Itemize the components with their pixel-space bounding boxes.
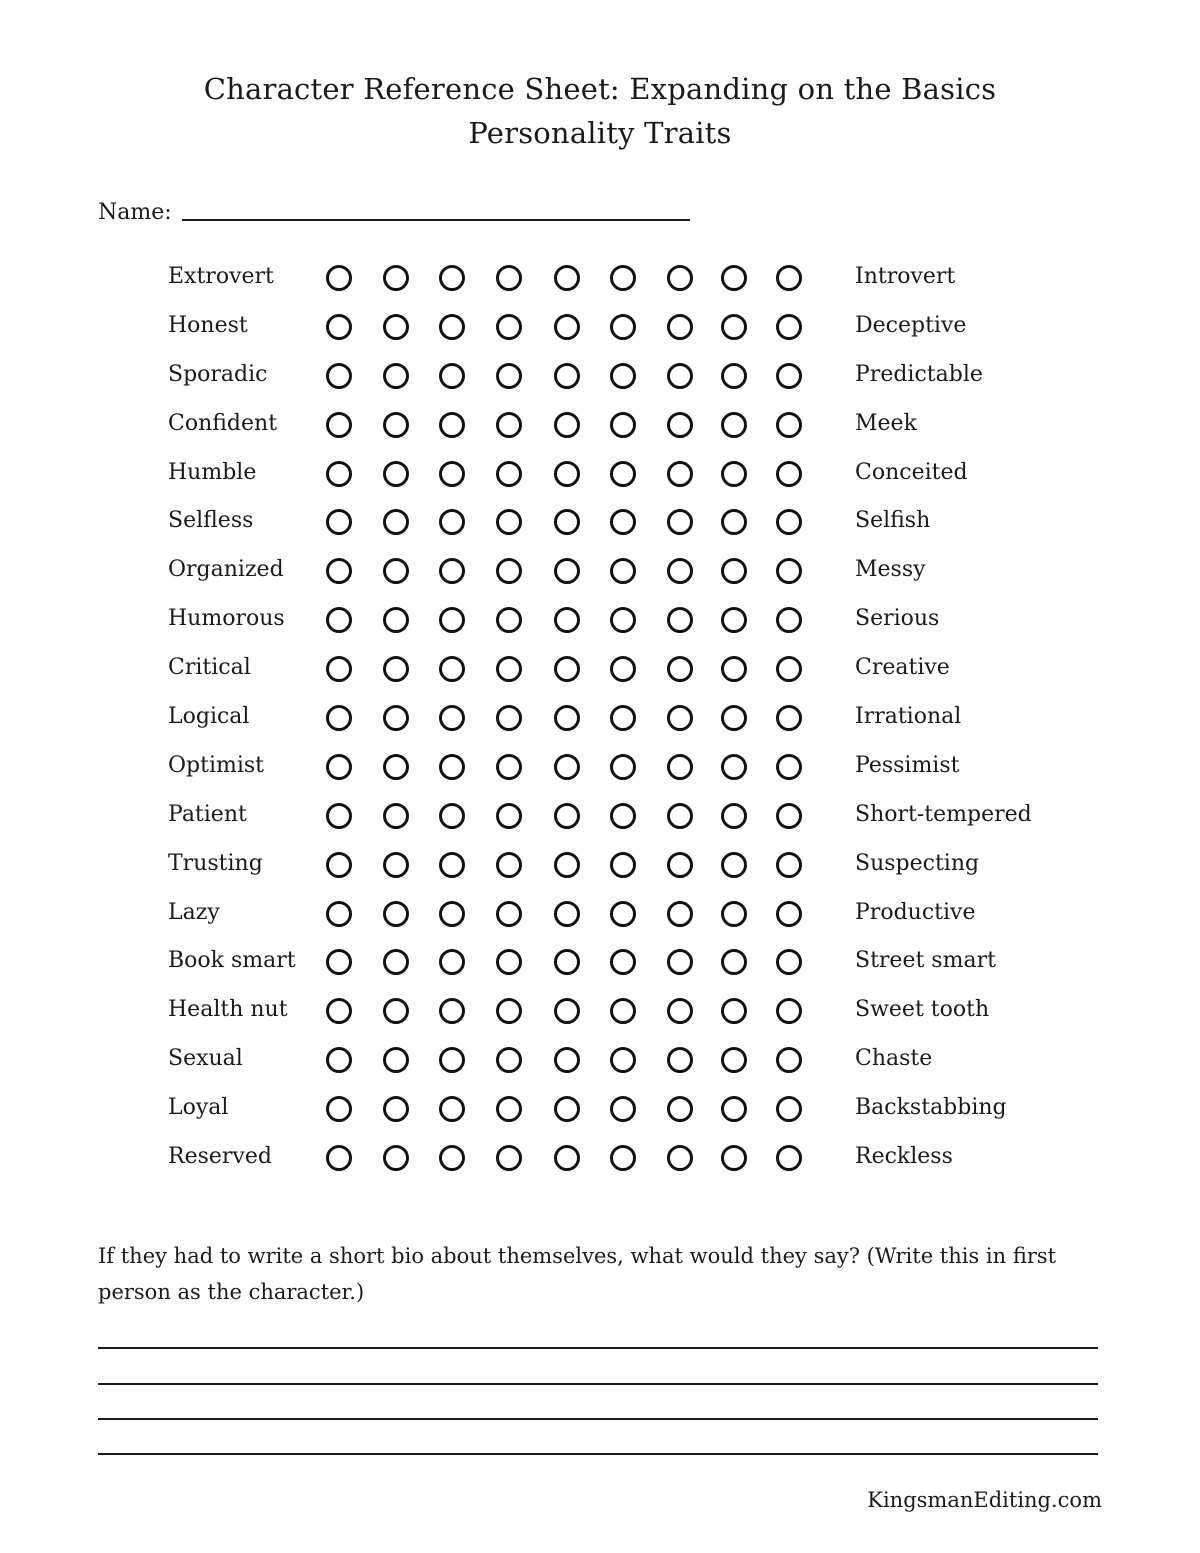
rating-bubble[interactable] [610, 949, 636, 975]
rating-bubble[interactable] [610, 705, 636, 731]
bio-answer-line[interactable] [98, 1383, 1098, 1385]
trait-left-label: Selfless [168, 508, 254, 534]
rating-bubble[interactable] [667, 1096, 693, 1122]
rating-bubble[interactable] [667, 314, 693, 340]
rating-bubble[interactable] [776, 803, 802, 829]
trait-left-label: Optimist [168, 752, 265, 778]
rating-bubble[interactable] [776, 852, 802, 878]
trait-right-label: Reckless [855, 1144, 953, 1170]
rating-bubble[interactable] [439, 314, 465, 340]
rating-bubble[interactable] [383, 901, 409, 927]
rating-bubble[interactable] [610, 558, 636, 584]
rating-bubble[interactable] [554, 852, 580, 878]
trait-row [0, 254, 1200, 303]
rating-bubble[interactable] [383, 705, 409, 731]
rating-bubble[interactable] [667, 607, 693, 633]
rating-bubble[interactable] [326, 998, 352, 1024]
trait-left-label: Logical [168, 704, 250, 730]
trait-left-label: Sexual [168, 1046, 243, 1072]
rating-bubble[interactable] [439, 1047, 465, 1073]
rating-bubble[interactable] [383, 412, 409, 438]
trait-row [0, 401, 1200, 450]
rating-bubble[interactable] [776, 509, 802, 535]
rating-bubble[interactable] [326, 1145, 352, 1171]
rating-bubble[interactable] [721, 314, 747, 340]
trait-row [0, 938, 1200, 987]
rating-bubble[interactable] [439, 1145, 465, 1171]
rating-bubble[interactable] [776, 363, 802, 389]
rating-bubble[interactable] [667, 363, 693, 389]
rating-bubble[interactable] [667, 901, 693, 927]
trait-right-label: Meek [855, 410, 917, 436]
rating-bubble[interactable] [383, 656, 409, 682]
trait-left-label: Reserved [168, 1144, 272, 1170]
rating-bubble[interactable] [439, 509, 465, 535]
rating-bubble[interactable] [439, 558, 465, 584]
rating-bubble[interactable] [721, 656, 747, 682]
rating-bubble[interactable] [554, 607, 580, 633]
rating-bubble[interactable] [496, 656, 522, 682]
rating-bubble[interactable] [721, 1145, 747, 1171]
rating-bubble[interactable] [721, 901, 747, 927]
rating-bubble[interactable] [383, 558, 409, 584]
trait-row [0, 547, 1200, 596]
rating-bubble[interactable] [776, 1096, 802, 1122]
rating-bubble[interactable] [326, 509, 352, 535]
trait-left-label: Honest [168, 312, 248, 338]
rating-bubble[interactable] [721, 1047, 747, 1073]
trait-row [0, 743, 1200, 792]
rating-bubble[interactable] [667, 412, 693, 438]
rating-bubble[interactable] [326, 949, 352, 975]
rating-bubble[interactable] [326, 656, 352, 682]
rating-bubble[interactable] [554, 558, 580, 584]
rating-bubble[interactable] [721, 803, 747, 829]
rating-bubble[interactable] [326, 1096, 352, 1122]
rating-bubble[interactable] [326, 314, 352, 340]
trait-left-label: Confident [168, 410, 278, 436]
rating-bubble[interactable] [439, 265, 465, 291]
rating-bubble[interactable] [721, 558, 747, 584]
rating-bubble[interactable] [326, 412, 352, 438]
rating-bubble[interactable] [554, 803, 580, 829]
rating-bubble[interactable] [326, 1047, 352, 1073]
rating-bubble[interactable] [383, 852, 409, 878]
trait-row [0, 352, 1200, 401]
rating-bubble[interactable] [721, 461, 747, 487]
trait-scale-list [0, 254, 1200, 1183]
rating-bubble[interactable] [610, 998, 636, 1024]
rating-bubble[interactable] [496, 1047, 522, 1073]
rating-bubble[interactable] [721, 754, 747, 780]
trait-right-label: Creative [855, 655, 950, 681]
trait-row [0, 645, 1200, 694]
rating-bubble[interactable] [496, 363, 522, 389]
rating-bubble[interactable] [496, 901, 522, 927]
rating-bubble[interactable] [776, 754, 802, 780]
rating-bubble[interactable] [667, 265, 693, 291]
rating-bubble[interactable] [610, 803, 636, 829]
rating-bubble[interactable] [383, 1145, 409, 1171]
rating-bubble[interactable] [383, 803, 409, 829]
trait-row [0, 1036, 1200, 1085]
rating-bubble[interactable] [496, 265, 522, 291]
trait-right-label: Conceited [855, 459, 968, 485]
trait-left-label: Humble [168, 459, 257, 485]
footer-site: KingsmanEditing.com [867, 1488, 1102, 1512]
rating-bubble[interactable] [326, 852, 352, 878]
rating-bubble[interactable] [383, 265, 409, 291]
rating-bubble[interactable] [554, 1096, 580, 1122]
rating-bubble[interactable] [554, 949, 580, 975]
rating-bubble[interactable] [326, 754, 352, 780]
rating-bubble[interactable] [667, 998, 693, 1024]
trait-left-label: Sporadic [168, 361, 268, 387]
trait-left-label: Patient [168, 801, 247, 827]
rating-bubble[interactable] [439, 607, 465, 633]
trait-right-label: Selfish [855, 508, 931, 534]
rating-bubble[interactable] [383, 1047, 409, 1073]
rating-bubble[interactable] [496, 705, 522, 731]
rating-bubble[interactable] [496, 461, 522, 487]
rating-bubble[interactable] [776, 558, 802, 584]
trait-left-label: Loyal [168, 1095, 229, 1121]
rating-bubble[interactable] [554, 705, 580, 731]
rating-bubble[interactable] [721, 1096, 747, 1122]
trait-right-label: Productive [855, 899, 976, 925]
trait-row [0, 498, 1200, 547]
rating-bubble[interactable] [610, 363, 636, 389]
rating-bubble[interactable] [610, 754, 636, 780]
trait-left-label: Critical [168, 655, 251, 681]
rating-bubble[interactable] [439, 803, 465, 829]
trait-left-label: Book smart [168, 948, 296, 974]
trait-right-label: Deceptive [855, 312, 967, 338]
rating-bubble[interactable] [554, 754, 580, 780]
rating-bubble[interactable] [667, 1047, 693, 1073]
rating-bubble[interactable] [496, 852, 522, 878]
trait-right-label: Irrational [855, 704, 962, 730]
rating-bubble[interactable] [776, 412, 802, 438]
rating-bubble[interactable] [721, 607, 747, 633]
trait-right-label: Backstabbing [855, 1095, 1007, 1121]
rating-bubble[interactable] [326, 265, 352, 291]
rating-bubble[interactable] [610, 852, 636, 878]
rating-bubble[interactable] [610, 607, 636, 633]
rating-bubble[interactable] [776, 1145, 802, 1171]
trait-left-label: Extrovert [168, 264, 274, 289]
rating-bubble[interactable] [667, 754, 693, 780]
rating-bubble[interactable] [326, 705, 352, 731]
rating-bubble[interactable] [554, 314, 580, 340]
trait-right-label: Street smart [855, 948, 996, 974]
rating-bubble[interactable] [776, 705, 802, 731]
bio-answer-line[interactable] [98, 1453, 1098, 1455]
trait-row [0, 792, 1200, 841]
rating-bubble[interactable] [776, 607, 802, 633]
trait-right-label: Predictable [855, 361, 983, 387]
name-field-row [98, 195, 690, 225]
bio-question: If they had to write a short bio about themselves, what would they say? (Write this in first person as the character.) [98, 1244, 1057, 1304]
rating-bubble[interactable] [439, 656, 465, 682]
rating-bubble[interactable] [439, 1096, 465, 1122]
rating-bubble[interactable] [721, 705, 747, 731]
rating-bubble[interactable] [667, 656, 693, 682]
rating-bubble[interactable] [667, 949, 693, 975]
rating-bubble[interactable] [610, 509, 636, 535]
rating-bubble[interactable] [554, 461, 580, 487]
rating-bubble[interactable] [439, 461, 465, 487]
rating-bubble[interactable] [776, 949, 802, 975]
rating-bubble[interactable] [554, 1145, 580, 1171]
trait-left-label: Health nut [168, 997, 288, 1023]
rating-bubble[interactable] [776, 656, 802, 682]
trait-row [0, 841, 1200, 890]
rating-bubble[interactable] [554, 656, 580, 682]
rating-bubble[interactable] [554, 509, 580, 535]
trait-right-label: Serious [855, 606, 940, 632]
trait-left-label: Humorous [168, 606, 285, 632]
rating-bubble[interactable] [554, 901, 580, 927]
rating-bubble[interactable] [776, 1047, 802, 1073]
rating-bubble[interactable] [610, 314, 636, 340]
trait-row [0, 1134, 1200, 1183]
rating-bubble[interactable] [721, 852, 747, 878]
trait-row [0, 1085, 1200, 1134]
rating-bubble[interactable] [383, 998, 409, 1024]
rating-bubble[interactable] [326, 461, 352, 487]
rating-bubble[interactable] [776, 901, 802, 927]
rating-bubble[interactable] [721, 265, 747, 291]
rating-bubble[interactable] [610, 656, 636, 682]
name-input-line[interactable] [182, 219, 690, 221]
rating-bubble[interactable] [439, 412, 465, 438]
bio-answer-line[interactable] [98, 1418, 1098, 1420]
trait-row [0, 987, 1200, 1036]
rating-bubble[interactable] [721, 509, 747, 535]
rating-bubble[interactable] [439, 705, 465, 731]
rating-bubble[interactable] [496, 754, 522, 780]
rating-bubble[interactable] [667, 509, 693, 535]
rating-bubble[interactable] [496, 509, 522, 535]
rating-bubble[interactable] [439, 901, 465, 927]
rating-bubble[interactable] [439, 949, 465, 975]
rating-bubble[interactable] [610, 1096, 636, 1122]
rating-bubble[interactable] [496, 607, 522, 633]
rating-bubble[interactable] [383, 461, 409, 487]
rating-bubble[interactable] [383, 1096, 409, 1122]
name-label: Name: [98, 200, 172, 225]
rating-bubble[interactable] [554, 265, 580, 291]
rating-bubble[interactable] [776, 265, 802, 291]
rating-bubble[interactable] [326, 363, 352, 389]
rating-bubble[interactable] [721, 998, 747, 1024]
trait-right-label: Suspecting [855, 850, 980, 876]
rating-bubble[interactable] [667, 1145, 693, 1171]
rating-bubble[interactable] [383, 607, 409, 633]
rating-bubble[interactable] [554, 412, 580, 438]
rating-bubble[interactable] [439, 998, 465, 1024]
rating-bubble[interactable] [326, 901, 352, 927]
rating-bubble[interactable] [667, 461, 693, 487]
trait-left-label: Trusting [168, 850, 263, 876]
trait-right-label: Chaste [855, 1046, 933, 1072]
rating-bubble[interactable] [667, 705, 693, 731]
rating-bubble[interactable] [610, 1047, 636, 1073]
rating-bubble[interactable] [776, 314, 802, 340]
rating-bubble[interactable] [326, 803, 352, 829]
rating-bubble[interactable] [667, 852, 693, 878]
trait-row [0, 303, 1200, 352]
rating-bubble[interactable] [496, 803, 522, 829]
rating-bubble[interactable] [496, 412, 522, 438]
rating-bubble[interactable] [721, 949, 747, 975]
rating-bubble[interactable] [554, 1047, 580, 1073]
rating-bubble[interactable] [383, 949, 409, 975]
trait-right-label: Sweet tooth [855, 997, 990, 1023]
trait-row [0, 890, 1200, 939]
trait-right-label: Pessimist [855, 752, 960, 778]
rating-bubble[interactable] [326, 607, 352, 633]
rating-bubble[interactable] [383, 754, 409, 780]
page-title: Character Reference Sheet: Expanding on the Basics [203, 72, 997, 106]
rating-bubble[interactable] [554, 998, 580, 1024]
trait-right-label: Messy [855, 557, 926, 583]
rating-bubble[interactable] [496, 949, 522, 975]
rating-bubble[interactable] [776, 461, 802, 487]
page-subtitle: Personality Traits [468, 116, 732, 150]
rating-bubble[interactable] [721, 363, 747, 389]
rating-bubble[interactable] [554, 363, 580, 389]
trait-row [0, 450, 1200, 499]
trait-right-label: Short-tempered [855, 801, 1032, 827]
trait-right-label: Introvert [855, 264, 956, 289]
trait-row [0, 694, 1200, 743]
rating-bubble[interactable] [439, 754, 465, 780]
rating-bubble[interactable] [667, 558, 693, 584]
rating-bubble[interactable] [496, 314, 522, 340]
rating-bubble[interactable] [496, 998, 522, 1024]
rating-bubble[interactable] [383, 363, 409, 389]
rating-bubble[interactable] [721, 412, 747, 438]
trait-row [0, 596, 1200, 645]
rating-bubble[interactable] [776, 998, 802, 1024]
rating-bubble[interactable] [610, 412, 636, 438]
rating-bubble[interactable] [610, 265, 636, 291]
rating-bubble[interactable] [496, 558, 522, 584]
rating-bubble[interactable] [383, 314, 409, 340]
bio-answer-line[interactable] [98, 1347, 1098, 1349]
rating-bubble[interactable] [667, 803, 693, 829]
rating-bubble[interactable] [610, 461, 636, 487]
rating-bubble[interactable] [439, 852, 465, 878]
rating-bubble[interactable] [326, 558, 352, 584]
rating-bubble[interactable] [439, 363, 465, 389]
trait-left-label: Lazy [168, 899, 220, 925]
rating-bubble[interactable] [496, 1145, 522, 1171]
rating-bubble[interactable] [610, 901, 636, 927]
trait-left-label: Organized [168, 557, 284, 583]
rating-bubble[interactable] [610, 1145, 636, 1171]
rating-bubble[interactable] [496, 1096, 522, 1122]
rating-bubble[interactable] [383, 509, 409, 535]
